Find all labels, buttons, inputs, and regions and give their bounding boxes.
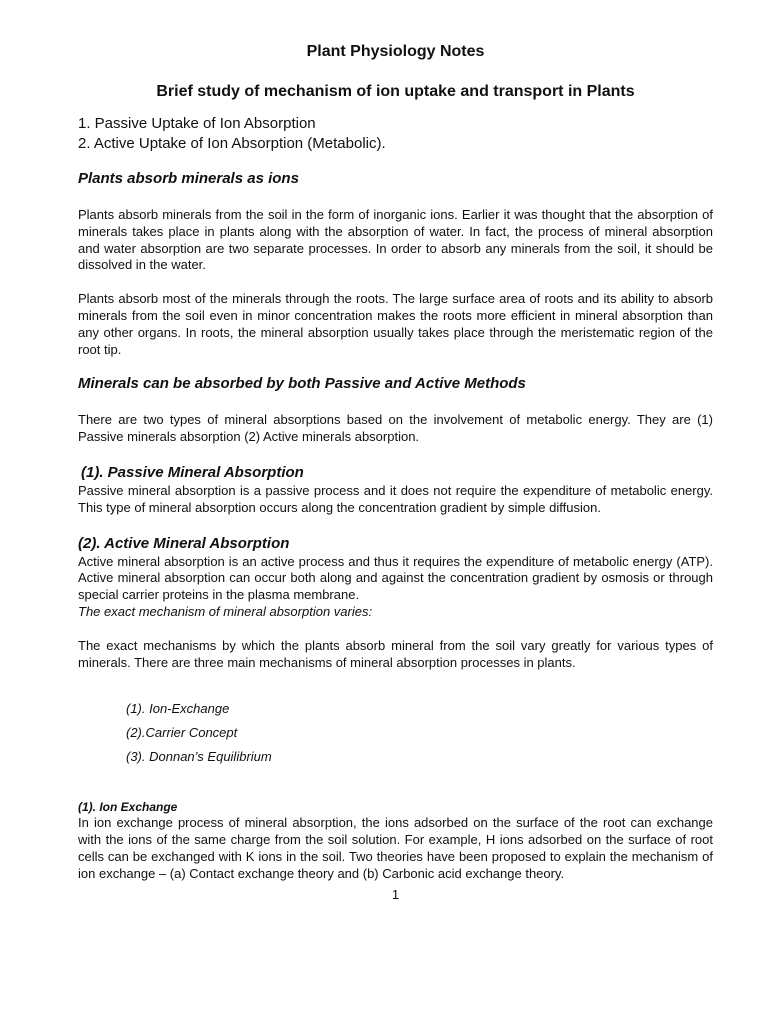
paragraph: Passive mineral absorption is a passive process and it does not require the expenditure of metabolic energy. This type of mineral absorption occurs along the concentration gradient by simple diffusion.	[78, 482, 713, 515]
paragraph: Plants absorb minerals from the soil in the form of inorganic ions. Earlier it was thought that the absorption of minerals takes place in plants along with the absorption of water. In fact, the process of mineral absorption and water absorption are two separate processes. In order to absorb any minerals from the soil, it should be dissolved in the water.	[78, 207, 713, 273]
section-heading-passive-absorption: (1). Passive Mineral Absorption	[81, 463, 304, 481]
method-item: 1. Passive Uptake of Ion Absorption	[78, 115, 316, 132]
section-heading-passive-and-active: Minerals can be absorbed by both Passive and Active Methods	[78, 375, 526, 393]
paragraph: In ion exchange process of mineral absorption, the ions adsorbed on the surface of the root can exchange with the ions of the same charge from the soil solution. For example, H ions adsorbed on the surface of root cells can be exchanged with K ions in the soil. Two theories have been proposed to explain the mechanism of ion exchange – (a) Contact exchange theory and (b) Carbonic acid exchange theory.	[78, 815, 713, 881]
mechanism-item: (2).Carrier Concept	[126, 725, 238, 741]
section-heading-active-absorption: (2). Active Mineral Absorption	[78, 534, 290, 552]
italic-subheading: The exact mechanism of mineral absorption varies:	[78, 603, 373, 619]
mechanism-list	[126, 697, 713, 769]
paragraph: Active mineral absorption is an active process and thus it requires the expenditure of metabolic energy (ATP). Active mineral absorption can occur both along and against the concentration gradient by osmosis or through special carrier proteins in the plasma membrane.	[78, 553, 713, 603]
document-title: Plant Physiology Notes	[306, 43, 485, 60]
section-heading-minerals-as-ions: Plants absorb minerals as ions	[78, 170, 299, 187]
mechanism-item: (3). Donnan’s Equilibrium	[126, 749, 272, 765]
paragraph: The exact mechanisms by which the plants absorb mineral from the soil vary greatly for various types of minerals. There are three main mechanisms of mineral absorption processes in plants.	[78, 637, 713, 670]
paragraph: Plants absorb most of the minerals through the roots. The large surface area of roots and its ability to absorb minerals from the soil even in minor concentration makes the roots more efficient in mineral absorption than any other organs. In roots, the mineral absorption usually takes place through the meristematic region of the root tip.	[78, 291, 713, 357]
method-list	[78, 114, 713, 154]
page-number: 1	[391, 886, 400, 902]
document-subtitle: Brief study of mechanism of ion uptake and transport in Plants	[156, 83, 635, 100]
mechanism-item: (1). Ion-Exchange	[126, 701, 230, 717]
section-heading-ion-exchange: (1). Ion Exchange	[78, 800, 178, 815]
method-item: 2. Active Uptake of Ion Absorption (Metabolic).	[78, 135, 386, 152]
paragraph: There are two types of mineral absorptions based on the involvement of metabolic energy. They are (1) Passive minerals absorption (2) Active minerals absorption.	[78, 412, 713, 445]
